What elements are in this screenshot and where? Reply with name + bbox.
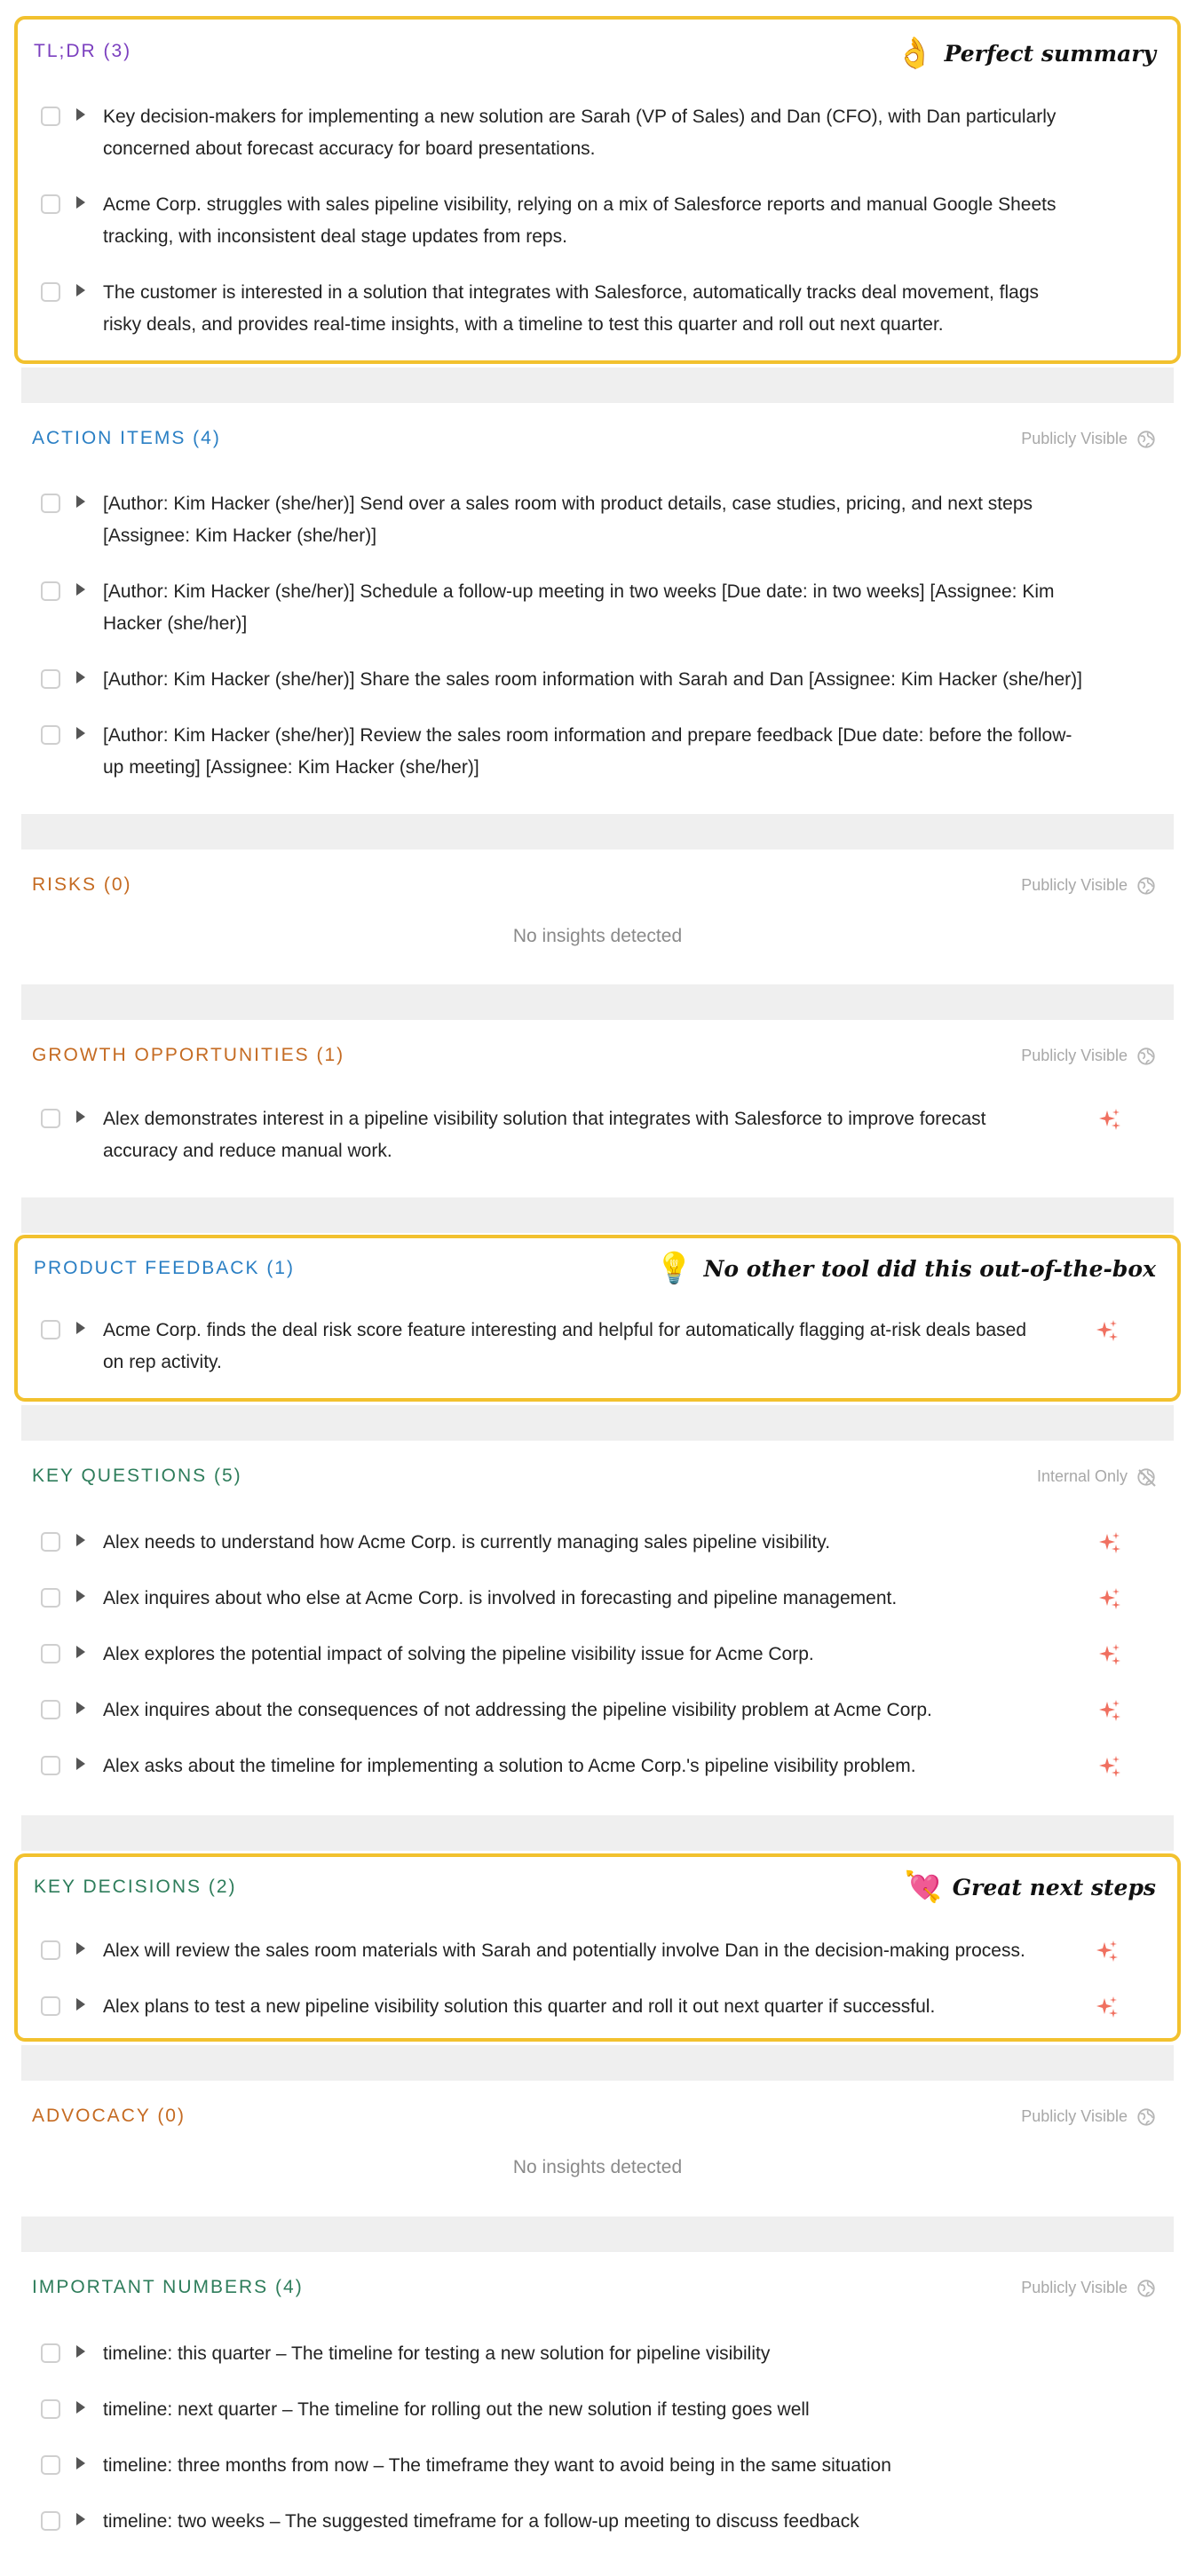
item-checkbox[interactable]: [41, 1644, 60, 1663]
globe-icon[interactable]: [1136, 2279, 1156, 2298]
expand-arrow-icon[interactable]: [76, 671, 85, 684]
visibility-label: Publicly Visible: [1021, 2279, 1128, 2296]
risks-section: [14, 853, 1181, 982]
visibility-label: Publicly Visible: [1021, 876, 1128, 894]
empty-state: No insights detected: [512, 2157, 683, 2177]
ai-sparkle-icon[interactable]: [1096, 1586, 1123, 1613]
ai-sparkle-icon[interactable]: [1096, 1530, 1123, 1557]
item-checkbox[interactable]: [41, 581, 60, 601]
heart-arrow-icon: 💘: [904, 1869, 942, 1905]
section-divider: [21, 814, 1174, 849]
expand-arrow-icon[interactable]: [76, 1590, 85, 1602]
key-decisions-callout: [904, 1869, 1156, 1905]
key-decisions-section: KEY DECISIONS (2) 💘 Great next steps Alex will review the sales room materials with Sarah and potentially involve Dan in the decision-making process. Alex plans to test a new pipeline visibility solution this quarter and roll it out next quarter if successful.: [14, 1853, 1181, 2042]
item-checkbox[interactable]: [41, 282, 60, 302]
expand-arrow-icon[interactable]: [76, 2457, 85, 2469]
item-checkbox[interactable]: [41, 1756, 60, 1775]
item-checkbox[interactable]: [41, 194, 60, 214]
callout-text: Great next steps: [952, 1874, 1156, 1900]
tldr-section: TL;DR (3) 👌 Perfect summary Key decision-makers for implementing a new solution are Sarah (VP of Sales) and Dan (CFO), with Dan particularly concerned about forecast accuracy for board presentations. Acme Corp. struggles with sales pipeline visibility, relying on a mix of Salesforce reports and manual Google Sheets tracking, with inconsistent deal stage updates from reps. The customer is interested in a solution that integrates with Salesforce, automatically tracks deal movement, flags risky deals, and provides real-time insights, with a timeline to test this quarter and roll out next quarter.: [14, 16, 1181, 364]
ai-sparkle-icon[interactable]: [1096, 1698, 1123, 1725]
item-checkbox[interactable]: [41, 2343, 60, 2363]
section-divider: [21, 2045, 1174, 2081]
item-checkbox[interactable]: [41, 1700, 60, 1719]
section-divider: [21, 2216, 1174, 2252]
expand-arrow-icon[interactable]: [76, 108, 85, 121]
ai-sparkle-icon[interactable]: [1094, 1995, 1120, 2021]
expand-arrow-icon[interactable]: [76, 2401, 85, 2414]
advocacy-section: [14, 2084, 1181, 2213]
item-checkbox[interactable]: [41, 1588, 60, 1608]
item-checkbox[interactable]: [41, 1532, 60, 1552]
lightbulb-icon: 💡: [655, 1251, 693, 1286]
item-checkbox[interactable]: [41, 1940, 60, 1960]
ai-sparkle-icon[interactable]: [1096, 1107, 1123, 1134]
section-divider: [21, 367, 1174, 403]
globe-icon[interactable]: [1136, 430, 1156, 449]
growth-opportunities-section: GROWTH OPPORTUNITIES (1) Publicly Visible Alex demonstrates interest in a pipeline visibility solution that integrates with Salesforce to improve forecast accuracy and reduce manual work.: [14, 1023, 1181, 1194]
item-checkbox[interactable]: [41, 725, 60, 745]
expand-arrow-icon[interactable]: [76, 2345, 85, 2358]
item-checkbox[interactable]: [41, 494, 60, 513]
expand-arrow-icon[interactable]: [76, 1702, 85, 1714]
product-feedback-section: PRODUCT FEEDBACK (1) 💡 No other tool did this out-of-the-box Acme Corp. finds the deal risk score feature interesting and helpful for automatically flagging at-risk deals based on rep activity.: [14, 1235, 1181, 1402]
ai-sparkle-icon[interactable]: [1094, 1939, 1120, 1965]
tldr-callout: [896, 36, 1156, 71]
expand-arrow-icon[interactable]: [76, 284, 85, 296]
section-title: RISKS (0): [32, 874, 132, 895]
visibility-label: Internal Only: [1036, 1467, 1128, 1485]
visibility-label: Publicly Visible: [1021, 430, 1128, 447]
important-numbers-section: IMPORTANT NUMBERS (4) Publicly Visible timeline: this quarter – The timeline for testing a new solution for pipeline visibility timeline: next quarter – The timeline for rolling out the new solution if testing goes well timeline: three months from now – The timeframe they want to avoid being in the same situation timeline: two weeks – The suggested timeframe for a follow-up meeting to discuss feedback: [14, 2256, 1181, 2576]
callout-text: Perfect summary: [944, 40, 1156, 67]
product-feedback-callout: [655, 1251, 1156, 1286]
item-checkbox[interactable]: [41, 2455, 60, 2475]
item-checkbox[interactable]: [41, 669, 60, 689]
expand-arrow-icon[interactable]: [76, 1758, 85, 1770]
item-checkbox[interactable]: [41, 1996, 60, 2016]
visibility-label: Publicly Visible: [1021, 2107, 1128, 2125]
section-title: GROWTH OPPORTUNITIES (1): [32, 1045, 345, 1065]
section-divider: [21, 1405, 1174, 1441]
action-items-section: ACTION ITEMS (4) Publicly Visible [Author: Kim Hacker (she/her)] Send over a sales room with product details, case studies, pricing, and next steps [Assignee: Kim Hacker (she/her)] [Author: Kim Hacker (she/her)] Schedule a follow-up meeting in two weeks [Due date: in two weeks] [Assignee: Kim Hacker (she/her)] [Author: Kim Hacker (she/her)] Share the sales room information with Sarah and Dan [Assignee: Kim Hacker (she/her)] [Author: Kim Hacker (she/her)] Review the sales room information and prepare feedback [Due date: before the follow- up meeting] [Assignee: Kim Hacker (she/her)]: [14, 407, 1181, 810]
callout-text: No other tool did this out-of-the-box: [703, 1255, 1156, 1282]
item-checkbox[interactable]: [41, 2511, 60, 2531]
section-title: KEY QUESTIONS (5): [32, 1466, 242, 1486]
ai-sparkle-icon[interactable]: [1096, 1754, 1123, 1781]
item-checkbox[interactable]: [41, 107, 60, 126]
section-title: PRODUCT FEEDBACK (1): [34, 1258, 295, 1278]
expand-arrow-icon[interactable]: [76, 727, 85, 739]
expand-arrow-icon[interactable]: [76, 495, 85, 508]
internal-only-icon[interactable]: [1136, 1467, 1156, 1487]
globe-icon[interactable]: [1136, 2107, 1156, 2127]
visibility-label: Publicly Visible: [1021, 1047, 1128, 1064]
expand-arrow-icon[interactable]: [76, 1534, 85, 1546]
ai-sparkle-icon[interactable]: [1096, 1642, 1123, 1669]
expand-arrow-icon[interactable]: [76, 583, 85, 596]
expand-arrow-icon[interactable]: [76, 196, 85, 209]
expand-arrow-icon[interactable]: [76, 1942, 85, 1955]
section-divider: [21, 984, 1174, 1020]
section-divider: [21, 1197, 1174, 1233]
empty-state: No insights detected: [512, 926, 683, 946]
section-divider: [21, 1815, 1174, 1851]
section-title: TL;DR (3): [34, 41, 132, 61]
ai-sparkle-icon[interactable]: [1094, 1318, 1120, 1345]
expand-arrow-icon[interactable]: [76, 2513, 85, 2525]
expand-arrow-icon[interactable]: [76, 1646, 85, 1658]
globe-icon[interactable]: [1136, 1047, 1156, 1066]
globe-icon[interactable]: [1136, 876, 1156, 896]
section-title: ADVOCACY (0): [32, 2106, 186, 2126]
key-questions-section: KEY QUESTIONS (5) Internal Only Alex needs to understand how Acme Corp. is currently managing sales pipeline visibility. Alex inquires about who else at Acme Corp. is involved in forecasting and pipeline management. Alex explores the potential impact of solving the pipeline visibility issue for Acme Corp. Alex inquires about the consequences of not addressing the pipeline visibility problem at Acme Corp. Alex asks about the timeline for implementing a solution to Acme Corp.'s pipeline visibility problem.: [14, 1444, 1181, 1812]
expand-arrow-icon[interactable]: [76, 1322, 85, 1334]
expand-arrow-icon[interactable]: [76, 1110, 85, 1123]
section-title: ACTION ITEMS (4): [32, 428, 221, 448]
section-title: IMPORTANT NUMBERS (4): [32, 2277, 304, 2297]
section-title: KEY DECISIONS (2): [34, 1877, 237, 1897]
expand-arrow-icon[interactable]: [76, 1998, 85, 2011]
item-checkbox[interactable]: [41, 2399, 60, 2419]
ok-hand-icon: 👌: [896, 36, 934, 71]
item-checkbox[interactable]: [41, 1320, 60, 1339]
item-checkbox[interactable]: [41, 1109, 60, 1128]
